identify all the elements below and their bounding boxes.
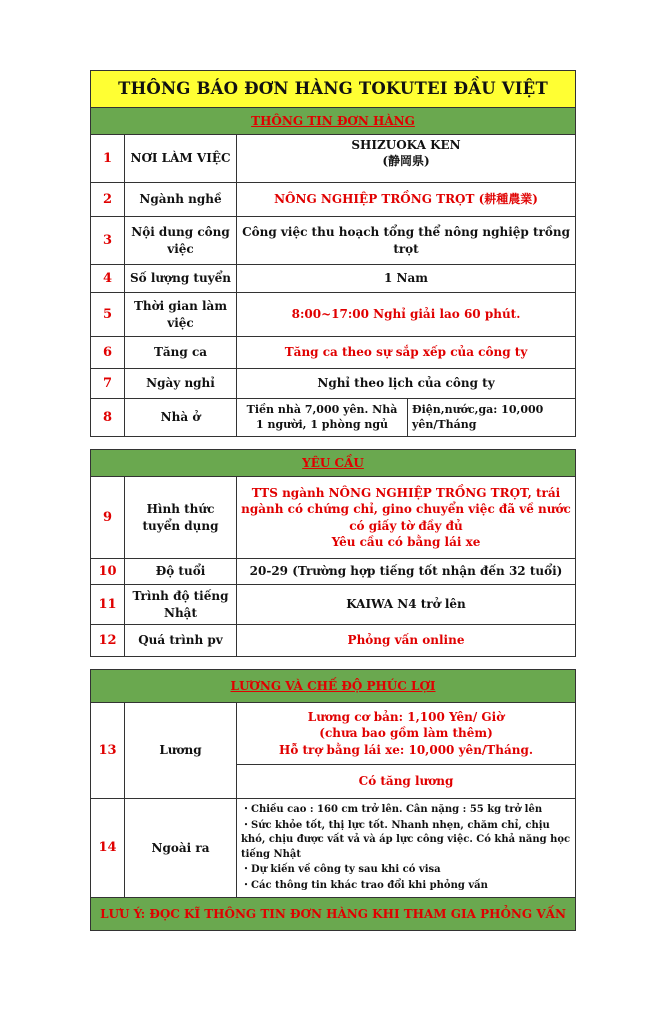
- other-details-list: [237, 799, 576, 898]
- order-info-table: [90, 70, 576, 437]
- salary-value: [237, 703, 576, 765]
- row-label: NƠI LÀM VIỆC: [125, 135, 237, 183]
- table-row: [91, 265, 576, 293]
- row-number: 9: [91, 477, 125, 559]
- page-title: THÔNG BÁO ĐƠN HÀNG TOKUTEI ĐẦU VIỆT: [91, 71, 576, 108]
- row-value: Phỏng vấn online: [237, 625, 576, 657]
- table-row: [91, 477, 576, 559]
- table-row: [91, 559, 576, 585]
- row-number: 4: [91, 265, 125, 293]
- table-row: [91, 625, 576, 657]
- table-row: [91, 703, 576, 765]
- workplace-kanji: (静岡県): [382, 154, 430, 169]
- table-row: [91, 293, 576, 337]
- section-header-requirements: YÊU CẦU: [91, 450, 576, 477]
- row-number: 3: [91, 217, 125, 265]
- requirements-table: [90, 449, 576, 657]
- table-row: [91, 369, 576, 399]
- row-number: 12: [91, 625, 125, 657]
- row-value: Công việc thu hoạch tổng thể nông nghiệp trồng trọt: [237, 217, 576, 265]
- list-item: ・Sức khỏe tốt, thị lực tốt. Nhanh nhẹn, chăm chỉ, chịu khó, chịu được vất vả và áp lực công việc. Có khả năng học tiếng Nhật: [241, 819, 571, 860]
- row-number: 2: [91, 183, 125, 217]
- list-item: ・Chiều cao : 160 cm trở lên. Cân nặng : 55 kg trở lên: [241, 804, 543, 815]
- section-header-order-info: THÔNG TIN ĐƠN HÀNG: [91, 108, 576, 135]
- row-number: 5: [91, 293, 125, 337]
- table-row: [91, 337, 576, 369]
- table-row: [91, 799, 576, 898]
- workplace-value: [237, 135, 576, 183]
- row-label: Tăng ca: [125, 337, 237, 369]
- row-number: 6: [91, 337, 125, 369]
- table-row: [91, 399, 576, 437]
- row-value: KAIWA N4 trở lên: [237, 585, 576, 625]
- salary-raise: Có tăng lương: [237, 765, 576, 799]
- base-salary: Lương cơ bản: 1,100 Yên/ Giờ: [307, 710, 505, 725]
- row-label: Trình độ tiếng Nhật: [125, 585, 237, 625]
- row-label: Ngành nghề: [125, 183, 237, 217]
- row-value: Nghỉ theo lịch của công ty: [237, 369, 576, 399]
- salary-benefits-table: [90, 669, 576, 931]
- row-label: Nhà ở: [125, 399, 237, 437]
- job-notice: [90, 70, 575, 931]
- row-number: 1: [91, 135, 125, 183]
- row-number: 7: [91, 369, 125, 399]
- table-row: [91, 183, 576, 217]
- row-number: 11: [91, 585, 125, 625]
- row-label: Ngoài ra: [125, 799, 237, 898]
- workplace-name: SHIZUOKA KEN: [351, 138, 461, 152]
- recruitment-text: TTS ngành NÔNG NGHIỆP TRỒNG TRỌT, trái ngành có chứng chỉ, gino chuyển việc đã về nước có giấy tờ đầy đủ: [241, 486, 571, 533]
- row-label: Thời gian làm việc: [125, 293, 237, 337]
- row-label: Nội dung công việc: [125, 217, 237, 265]
- row-value: Tăng ca theo sự sắp xếp của công ty: [237, 337, 576, 369]
- table-row: [91, 135, 576, 183]
- row-label: Lương: [125, 703, 237, 799]
- license-allowance: Hỗ trợ bằng lái xe: 10,000 yên/Tháng.: [278, 742, 534, 757]
- row-value: 20-29 (Trường hợp tiếng tốt nhận đến 32 tuổi): [237, 559, 576, 585]
- footer-note: LƯU Ý: ĐỌC KĨ THÔNG TIN ĐƠN HÀNG KHI THAM GIA PHỎNG VẤN: [91, 898, 576, 931]
- row-number: 10: [91, 559, 125, 585]
- housing-utilities: Điện,nước,ga: 10,000 yên/Tháng: [408, 399, 576, 437]
- list-item: ・Các thông tin khác trao đổi khi phỏng vấn: [241, 879, 488, 891]
- row-number: 13: [91, 703, 125, 799]
- row-label: Quá trình pv: [125, 625, 237, 657]
- row-label: Số lượng tuyển: [125, 265, 237, 293]
- row-number: 8: [91, 399, 125, 437]
- row-value: NÔNG NGHIỆP TRỒNG TRỌT (耕種農業): [237, 183, 576, 217]
- row-label: Hình thức tuyển dụng: [125, 477, 237, 559]
- overtime-note: (chưa bao gồm làm thêm): [319, 726, 493, 741]
- table-row: [91, 585, 576, 625]
- recruitment-value: [237, 477, 576, 559]
- housing-rent: Tiền nhà 7,000 yên. Nhà 1 người, 1 phòng ngủ: [237, 399, 408, 437]
- row-number: 14: [91, 799, 125, 898]
- section-header-salary: LƯƠNG VÀ CHẾ ĐỘ PHÚC LỢI: [91, 670, 576, 703]
- list-item: ・Dự kiến về công ty sau khi có visa: [241, 864, 441, 875]
- license-requirement: Yêu cầu có bằng lái xe: [331, 534, 481, 549]
- row-value: 1 Nam: [237, 265, 576, 293]
- row-label: Ngày nghỉ: [125, 369, 237, 399]
- table-row: [91, 217, 576, 265]
- row-label: Độ tuổi: [125, 559, 237, 585]
- row-value: 8:00~17:00 Nghỉ giải lao 60 phút.: [237, 293, 576, 337]
